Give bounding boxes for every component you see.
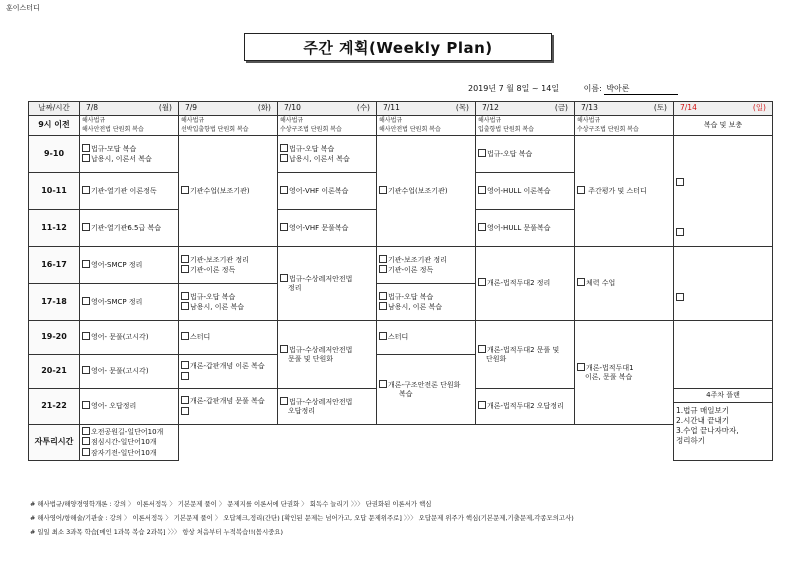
checkbox[interactable] [676, 178, 684, 186]
cell-sun-16[interactable] [674, 247, 773, 321]
sunday-title: 복습 및 보충 [674, 116, 773, 136]
time-label: 16-17 [29, 247, 80, 284]
cell-mon-19[interactable]: 영어- 문풀(고시각) [80, 321, 179, 355]
cell-mon-21[interactable]: 영어- 오답정리 [80, 389, 179, 425]
cell-tue-20[interactable]: 개론-갑판개념 이론 복습 [179, 355, 278, 389]
checkbox[interactable] [577, 278, 585, 286]
day-header-tue: 7/9 (화) [179, 102, 278, 116]
before9-mon[interactable]: 해사법규 해사안전법 단원회 복습 [80, 116, 179, 136]
note-line: # 일일 최소 3과목 학습[메인 1과목 복습 2과목] 〉〉〉 항상 처음부터 누적복습!!(몹시중요) [30, 528, 283, 536]
time-label: 10-11 [29, 173, 80, 210]
cell-sun-morning[interactable] [674, 136, 773, 247]
checkbox[interactable] [379, 186, 387, 194]
checkbox[interactable] [478, 186, 486, 194]
checkbox[interactable] [181, 265, 189, 273]
checkbox[interactable] [379, 380, 387, 388]
cell-thu-17[interactable]: 법규-오답 복습 남용시, 이론 복습 [377, 284, 476, 321]
name-label: 이름: [583, 84, 602, 93]
checkbox[interactable] [82, 366, 90, 374]
checkbox[interactable] [82, 332, 90, 340]
checkbox[interactable] [82, 186, 90, 194]
checkbox[interactable] [379, 255, 387, 263]
checkbox[interactable] [577, 363, 585, 371]
cell-tue-morning[interactable]: 기관수업(보조기관) [179, 136, 278, 247]
period-line [468, 83, 678, 95]
weekly-plan-table [28, 101, 773, 461]
checkbox[interactable] [181, 255, 189, 263]
checkbox[interactable] [676, 228, 684, 236]
cell-tue-17[interactable]: 법규-오답 복습 남용시, 이론 복습 [179, 284, 278, 321]
brand-label: 훈이스터디 [6, 4, 40, 12]
row-free-time [29, 425, 773, 461]
plan-list: 1.법규 매일보기 2.시간내 끝내기 3.수업 끝나자마자, 정리하기 [676, 406, 739, 445]
row-19-20 [29, 321, 773, 355]
checkbox[interactable] [82, 297, 90, 305]
checkbox[interactable] [676, 293, 684, 301]
row-16-17 [29, 247, 773, 284]
time-label: 19-20 [29, 321, 80, 355]
cell-sat-morning[interactable]: 주간평가 및 스터디 [575, 136, 674, 247]
checkbox[interactable] [280, 154, 288, 162]
cell-mon-20[interactable]: 영어- 문풀(고시각) [80, 355, 179, 389]
checkbox[interactable] [181, 396, 189, 404]
cell-mon-17[interactable]: 영어-SMCP 정리 [80, 284, 179, 321]
cell-fri-19[interactable]: 개론-법적두대2 문풀 및 단원화 [476, 321, 575, 389]
time-label: 자투리시간 [29, 425, 80, 461]
cell-tue-16[interactable]: 기관-보조기관 정리 기관-이론 정독 [179, 247, 278, 284]
checkbox[interactable] [181, 407, 189, 415]
name-value[interactable]: 박아론 [604, 83, 678, 95]
cell-mon-11[interactable]: 기관-열기관6.5급 복습 [80, 210, 179, 247]
before9-thu[interactable]: 해사법규 해사안전법 단원회 복습 [377, 116, 476, 136]
checkbox[interactable] [379, 265, 387, 273]
checkbox[interactable] [181, 292, 189, 300]
sunday-plan [674, 389, 773, 461]
cell-tue-19[interactable]: 스터디 [179, 321, 278, 355]
checkbox[interactable] [379, 292, 387, 300]
date-range: 2019년 7 월 8일 ~ 14일 [468, 84, 560, 93]
checkbox[interactable] [181, 186, 189, 194]
checkbox[interactable] [82, 401, 90, 409]
plan-heading: 4주차 플랜 [674, 389, 772, 403]
checkbox[interactable] [280, 144, 288, 152]
checkbox[interactable] [82, 144, 90, 152]
before9-tue[interactable]: 해사법규 선박입출항법 단원회 복습 [179, 116, 278, 136]
cell-wed-11[interactable]: 영어-VHF 문풀복습 [278, 210, 377, 247]
row-before-9 [29, 116, 773, 136]
day-header-sun: 7/14 (일) [674, 102, 773, 116]
cell-mon-10[interactable]: 기관-열기관 이론정독 [80, 173, 179, 210]
time-label: 9-10 [29, 136, 80, 173]
checkbox[interactable] [181, 332, 189, 340]
day-header-fri: 7/12 (금) [476, 102, 575, 116]
cell-thu-19[interactable]: 스터디 [377, 321, 476, 355]
checkbox[interactable] [280, 274, 288, 282]
before9-fri[interactable]: 해사법규 입출항법 단원회 복습 [476, 116, 575, 136]
day-header-mon: 7/8 (월) [80, 102, 179, 116]
before9-wed[interactable]: 해사법규 수상구조법 단원회 복습 [278, 116, 377, 136]
time-label: 20-21 [29, 355, 80, 389]
checkbox[interactable] [181, 361, 189, 369]
cell-wed-16[interactable]: 법규-수상레저안전법 정리 [278, 247, 377, 321]
cell-fri-11[interactable]: 영어-HULL 문풀복습 [476, 210, 575, 247]
before9-sat[interactable]: 해사법규 수상구조법 단원회 복습 [575, 116, 674, 136]
cell-wed-9[interactable]: 법규-오답 복습 납용시, 이론서 복습 [278, 136, 377, 173]
free-time-list[interactable]: 오전공원길-일단어10개 점심시간-일단어10개 잠자기전-일단어10개 [80, 425, 179, 461]
checkbox[interactable] [280, 397, 288, 405]
checkbox[interactable] [280, 345, 288, 353]
time-label: 21-22 [29, 389, 80, 425]
time-column-header: 날짜/시간 [29, 102, 80, 116]
cell-thu-16[interactable]: 기관-보조기관 정리 기관-이론 정독 [377, 247, 476, 284]
cell-wed-19[interactable]: 법규-수상레저안전법 문풀 및 단원화 [278, 321, 377, 389]
note-line: # 해사법규/해양경영학개론 : 강의 〉 이론서정독 〉 기본문제 풀이 〉 문제지를 이론서에 단권화 〉 회독수 늘리기 〉〉〉 단권화된 이론서가 핵심 [30, 500, 432, 508]
row-9-10 [29, 136, 773, 173]
cell-fri-9[interactable]: 법규-오답 복습 [476, 136, 575, 173]
day-header-sat: 7/13 (토) [575, 102, 674, 116]
checkbox[interactable] [181, 302, 189, 310]
checkbox[interactable] [181, 372, 189, 380]
checkbox[interactable] [82, 154, 90, 162]
cell-wed-10[interactable]: 영어-VHF 이론복습 [278, 173, 377, 210]
checkbox[interactable] [82, 448, 90, 456]
checkbox[interactable] [478, 278, 486, 286]
header-row [29, 102, 773, 116]
day-header-thu: 7/11 (목) [377, 102, 476, 116]
note-line: # 해사영어/항해술/기관술 : 강의 〉 이론서정독 〉 기본문제 풀이 〉 오답체크,정리(간단) [확인된 문제는 넘어가고, 오답 문제위주로] 〉〉〉 오답문제 위주가 핵심(기본문제,기출문제,각종모의고사) [30, 514, 574, 522]
checkbox[interactable] [82, 437, 90, 445]
checkbox[interactable] [379, 302, 387, 310]
day-header-wed: 7/10 (수) [278, 102, 377, 116]
cell-mon-16[interactable]: 영어-SMCP 정리 [80, 247, 179, 284]
checkbox[interactable] [577, 186, 585, 194]
cell-fri-16[interactable]: 개론-법적두대2 정리 [476, 247, 575, 321]
cell-sat-evening[interactable]: 개론-법적두대1 이론, 문풀 복습 [575, 321, 674, 425]
checkbox[interactable] [478, 401, 486, 409]
cell-thu-20[interactable]: 개론-구조안전론 단원화 복습 [377, 355, 476, 425]
cell-sun-19[interactable] [674, 321, 773, 389]
cell-mon-9[interactable]: 법규-모답 복습 납용시, 이론서 복습 [80, 136, 179, 173]
time-label: 9시 이전 [29, 116, 80, 136]
checkbox[interactable] [82, 223, 90, 231]
checkbox[interactable] [82, 260, 90, 268]
cell-fri-10[interactable]: 영어-HULL 이론복습 [476, 173, 575, 210]
cell-sat-16[interactable]: 체력 수업 [575, 247, 674, 321]
cell-wed-21[interactable]: 법규-수상레저안전법 오답정리 [278, 389, 377, 425]
checkbox[interactable] [478, 223, 486, 231]
cell-tue-21[interactable]: 개론-갑판개념 문풀 복습 [179, 389, 278, 425]
time-label: 17-18 [29, 284, 80, 321]
checkbox[interactable] [280, 186, 288, 194]
time-label: 11-12 [29, 210, 80, 247]
checkbox[interactable] [82, 427, 90, 435]
checkbox[interactable] [478, 149, 486, 157]
page-title: 주간 계획(Weekly Plan) [244, 33, 552, 61]
cell-fri-21[interactable]: 개론-법적두대2 오답정리 [476, 389, 575, 425]
checkbox[interactable] [280, 223, 288, 231]
study-notes [30, 497, 574, 539]
checkbox[interactable] [478, 345, 486, 353]
checkbox[interactable] [379, 332, 387, 340]
cell-thu-morning[interactable]: 기관수업(보조기관) [377, 136, 476, 247]
